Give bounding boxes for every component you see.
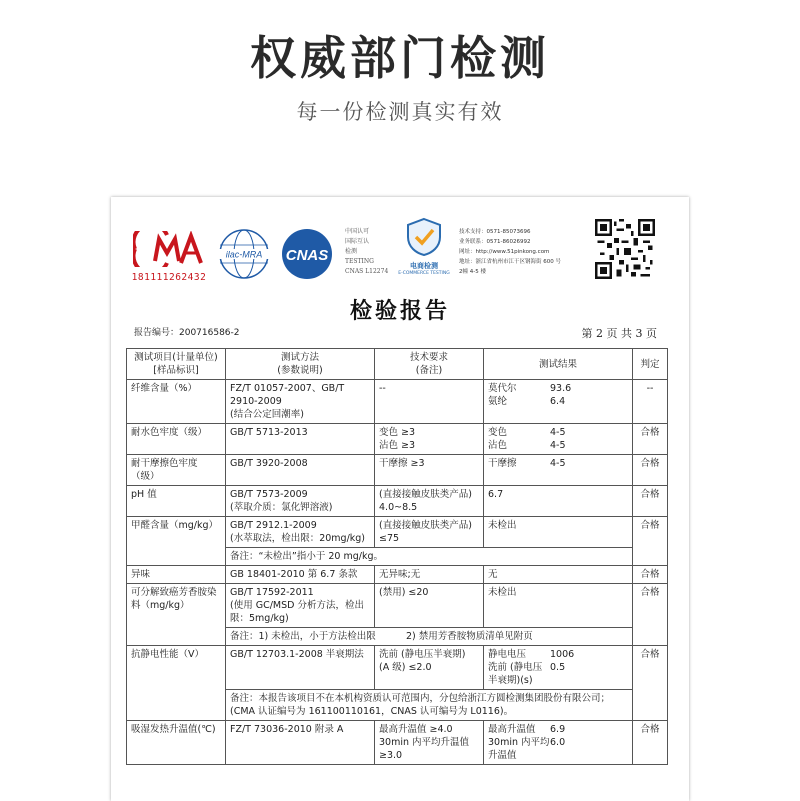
test-result [484,646,633,690]
result-value [550,568,628,581]
result-label: 莫代尔 [488,383,517,394]
test-method [226,584,375,628]
column-header-line: 技术要求 [409,352,448,363]
column-header-line: 判定 [640,358,660,370]
ilac-text: ilac-MRA [225,249,263,260]
result-value: 4-5 [550,427,566,438]
test-note: 备注：本报告该项目不在本机构资质认可范围内，分包给浙江方圆检测集团股份有限公司；(CMA 认证编号为 161100110161，CNAS 认可编号为 L0116)。 [226,690,633,721]
test-item: 可分解致癌芳香胺染料（mg/kg） [127,584,226,646]
column-header-line: 测试结果 [538,358,577,370]
test-result [484,517,633,548]
test-result [484,380,633,424]
test-result [484,584,633,628]
test-requirement [375,455,484,486]
contact-address: 地址：浙江省杭州市江干区钢海街 600 号 [459,259,561,265]
result-line [488,382,628,395]
report-title: 检验报告 [349,298,450,324]
requirement-line: (禁用) ≤20 [379,587,429,598]
requirement-line: 无异味;无 [379,569,421,580]
test-method [226,517,375,548]
column-header-0 [127,349,226,380]
result-label: 最高升温值 [488,724,536,735]
method-line: GB/T 12703.1-2008 半衰期法 [230,649,364,660]
method-line: FZ/T 73036-2010 附录 A [230,724,344,735]
result-label: 洗前 (静电压半衰期)(s) [488,662,543,686]
shield-check-icon [405,217,443,257]
result-line [488,488,628,501]
ecom-title: 电商检测 [410,262,438,270]
contact-info [459,227,589,277]
test-verdict: 合格 [633,424,668,455]
test-method [226,424,375,455]
test-result [484,455,633,486]
table-row [127,721,668,765]
cnas-text: CNAS [285,247,329,264]
ecom-subtitle: E-COMMERCE TESTING [398,271,450,276]
test-requirement [375,721,484,765]
test-result [484,566,633,584]
requirement-line: (A 级) ≤2.0 [379,662,432,673]
result-label: 6.7 [488,489,504,500]
test-verdict: 合格 [633,455,668,486]
result-label: 无 [488,569,498,580]
report-number: 报告编号：200716586-2 [134,328,240,338]
column-header-line: 测试项目(计量单位) [134,352,218,363]
cma-mark-icon [133,231,205,267]
result-line [488,426,628,439]
result-value: 1006 [550,649,575,660]
contact-business: 业务联系：0571-86026992 [459,239,531,245]
requirement-line: 最高升温值 ≥4.0 [379,724,453,735]
table-row [127,566,668,584]
table-row [127,455,668,486]
test-result [484,486,633,517]
result-line [488,661,628,687]
test-verdict: 合格 [633,517,668,566]
test-item: 异味 [127,566,226,584]
requirement-line: (直接接触皮肤类产品) [379,489,472,500]
column-header-line: (备注) [415,365,443,376]
method-line: (结合公定回潮率) [230,409,304,420]
result-line [488,723,628,736]
test-item: pH 值 [127,486,226,517]
page-indicator: 第 2 页 共 3 页 [581,327,657,340]
test-requirement [375,380,484,424]
ilac-mra-logo-icon [215,227,273,281]
method-line: FZ/T 01057-2007、GB/T 2910-2009 [230,383,345,407]
cma-number: 181111262432 [131,272,207,283]
test-item: 甲醛含量（mg/kg） [127,517,226,566]
test-note: 备注：1) 未检出，小于方法检出限 2) 禁用芳香胺物质清单见附页 [226,628,633,646]
requirement-line: ≤75 [379,533,400,544]
test-result [484,721,633,765]
column-header-3 [484,349,633,380]
result-label: 未检出 [488,587,517,598]
result-line [488,736,628,762]
contact-tech-support: 技术支持：0571-85073696 [459,229,531,235]
test-method [226,455,375,486]
test-method [226,380,375,424]
test-item: 抗静电性能（V） [127,646,226,721]
test-method [226,646,375,690]
column-header-1 [226,349,375,380]
requirement-line: 洗前 (静电压半衰期) [379,649,466,660]
test-method [226,721,375,765]
page-subtitle: 每一份检测真实有效 [296,100,504,124]
result-line [488,439,628,452]
test-method [226,566,375,584]
result-label: 静电电压 [488,649,527,660]
test-requirement [375,584,484,628]
requirement-line: 干摩擦 ≥3 [379,458,425,469]
test-item: 吸湿发热升温值(℃) [127,721,226,765]
method-line: (萃取介质：氯化钾溶液) [230,502,333,513]
test-requirement [375,646,484,690]
result-line [488,568,628,581]
result-value: 6.9 [550,724,566,735]
test-item: 耐干摩擦色牢度（级） [127,455,226,486]
cnas-logo-icon [275,227,339,281]
result-label: 未检出 [488,520,517,531]
test-verdict: 合格 [633,486,668,517]
requirement-line: -- [379,383,386,394]
contact-address-2: 2幢 4-5 楼 [459,269,486,275]
column-header-line: [样品标识] [153,365,199,376]
result-value: 6.0 [550,737,566,748]
test-requirement [375,517,484,548]
method-line: GB/T 3920-2008 [230,458,308,469]
table-row [127,646,668,690]
test-results-table [126,348,668,765]
test-verdict: 合格 [633,721,668,765]
result-value: 0.5 [550,662,566,673]
table-row [127,424,668,455]
test-method [226,486,375,517]
result-line [488,586,628,599]
result-line [488,519,628,532]
method-line: GB/T 17592-2011 [230,587,314,598]
ecommerce-testing-logo [395,217,453,281]
table-row [127,584,668,628]
column-header-line: (参数说明) [277,365,323,376]
column-header-line: 测试方法 [280,352,319,363]
test-note: 备注：“未检出”指小于 20 mg/kg。 [226,548,633,566]
result-value [550,488,628,501]
result-value: 4-5 [550,458,566,469]
table-row [127,486,668,517]
test-requirement [375,486,484,517]
test-verdict: 合格 [633,646,668,721]
column-header-4 [633,349,668,380]
result-line [488,648,628,661]
requirement-line: (直接接触皮肤类产品) [379,520,472,531]
result-line [488,457,628,470]
test-verdict: 合格 [633,566,668,584]
requirement-line: 变色 ≥3 [379,427,416,438]
table-header-row [127,349,668,380]
test-item: 耐水色牢度（级） [127,424,226,455]
method-line: GB/T 5713-2013 [230,427,308,438]
result-value: 4-5 [550,440,566,451]
requirement-line: 沾色 ≥3 [379,440,416,451]
result-label: 30min 内平均升温值 [488,737,550,761]
table-row [127,380,668,424]
test-requirement [375,566,484,584]
cma-logo [129,231,209,283]
report-document [111,197,689,801]
column-header-2 [375,349,484,380]
requirement-line: 30min 内平均升温值 ≥3.0 [379,737,470,761]
method-line: (水萃取法，检出限：20mg/kg) [230,533,366,544]
contact-website[interactable]: 网址：http://www.51pinkong.com [459,249,550,255]
test-verdict: -- [633,380,668,424]
table-row [127,517,668,548]
result-line [488,395,628,408]
requirement-line: 4.0~8.5 [379,502,418,513]
page-title: 权威部门检测 [250,31,550,85]
result-label: 干摩擦 [488,458,517,469]
method-line: GB/T 7573-2009 [230,489,308,500]
result-label: 氨纶 [488,396,508,407]
cnas-caption: 中国认可 国际互认 检测 TESTING CNAS L12274 [345,228,389,275]
test-result [484,424,633,455]
result-value: 93.6 [550,383,572,394]
method-line: (使用 GC/MSD 分析方法，检出限：5mg/kg) [230,600,364,624]
test-requirement [375,424,484,455]
result-value [550,586,628,599]
method-line: GB 18401-2010 第 6.7 条款 [230,569,358,580]
test-verdict: 合格 [633,584,668,646]
result-label: 沾色 [488,440,508,451]
result-value [550,519,628,532]
qr-code-icon [595,219,655,279]
result-label: 变色 [488,427,508,438]
test-item: 纤维含量（%） [127,380,226,424]
result-value: 6.4 [550,396,566,407]
method-line: GB/T 2912.1-2009 [230,520,317,531]
